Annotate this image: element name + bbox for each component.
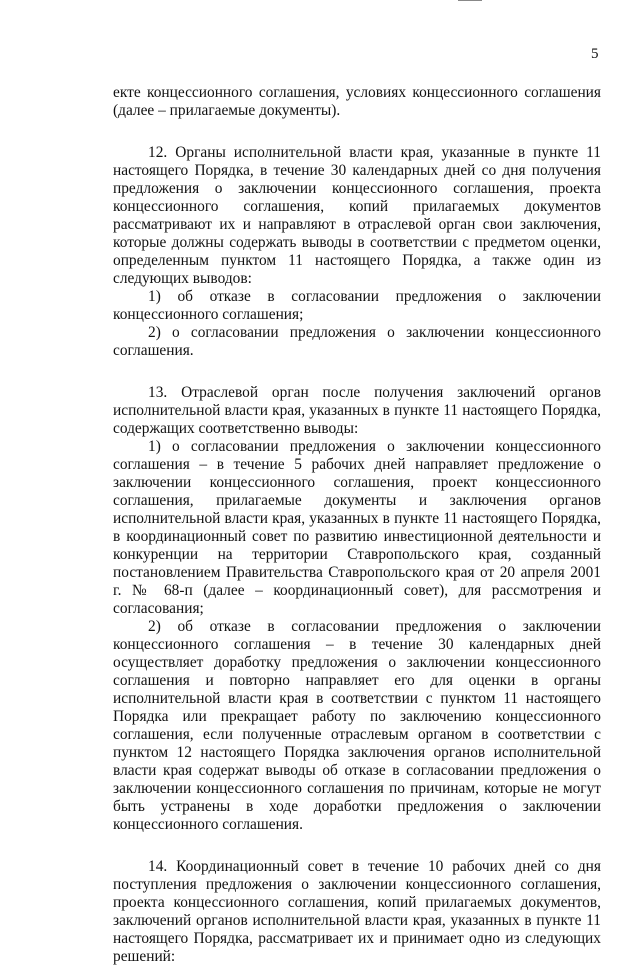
document-body [113,84,601,966]
paragraph: 1) о согласовании предложения о заключении концессионного соглашения – в течение 5 рабочих дней направляет предложение о заключении концессионного соглашения, проект концессионного соглашения, прилагаемые документы и заключения органов исполнительной власти края, указанных в пункте 11 настоящего Порядка, в координационный совет по развитию инвестиционной деятельности и конкуренции на территории Ставропольского края, созданный постановлением Правительства Ставропольского края от 20 апреля 2001 г. № 68-п (далее – координационный совет), для рассмотрения и согласования; [113,438,601,617]
page-number: 5 [591,46,599,62]
paragraph: 2) о согласовании предложения о заключении концессионного соглашения. [113,324,601,359]
paragraph: 12. Органы исполнительной власти края, указанные в пункте 11 настоящего Порядка, в течение 30 календарных дней со дня получения предложения о заключении концессионного соглашения, проекта концессионного соглашения, копий прилагаемых документов рассматривают их и направляют в отраслевой орган свои заключения, которые должны содержать выводы в соответствии с предметом оценки, определенным пунктом 11 настоящего Порядка, а также один из следующих выводов: [113,144,601,287]
paragraph: 13. Отраслевой орган после получения заключений органов исполнительной власти края, указанных в пункте 11 настоящего Порядка, содержащих соответственно выводы: [113,384,601,437]
paragraph: 14. Координационный совет в течение 10 рабочих дней со дня поступления предложения о заключении концессионного соглашения, проекта концессионного соглашения, копий прилагаемых документов, заключений органов исполнительной власти края, указанных в пункте 11 настоящего Порядка, рассматривает их и принимает одно из следующих решений: [113,858,601,965]
paragraph: 2) об отказе в согласовании предложения о заключении концессионного соглашения – в течение 30 календарных дней осуществляет доработку предложения о заключении концессионного соглашения и повторно направляет его для оценки в органы исполнительной власти края в соответствии с пунктом 11 настоящего Порядка или прекращает работу по заключению концессионного соглашения, если полученные отраслевым органом в соответствии с пунктом 12 настоящего Порядка заключения органов исполнительной власти края содержат выводы об отказе в согласовании предложения о заключении концессионного соглашения по причинам, которые не могут быть устранены в ходе доработки предложения о заключении концессионного соглашения. [113,618,601,833]
top-scan-mark [458,0,482,3]
paragraph: екте концессионного соглашения, условиях концессионного соглашения (далее – прилагаемые документы). [113,84,601,119]
paragraph: 1) об отказе в согласовании предложения о заключении концессионного соглашения; [113,288,601,323]
